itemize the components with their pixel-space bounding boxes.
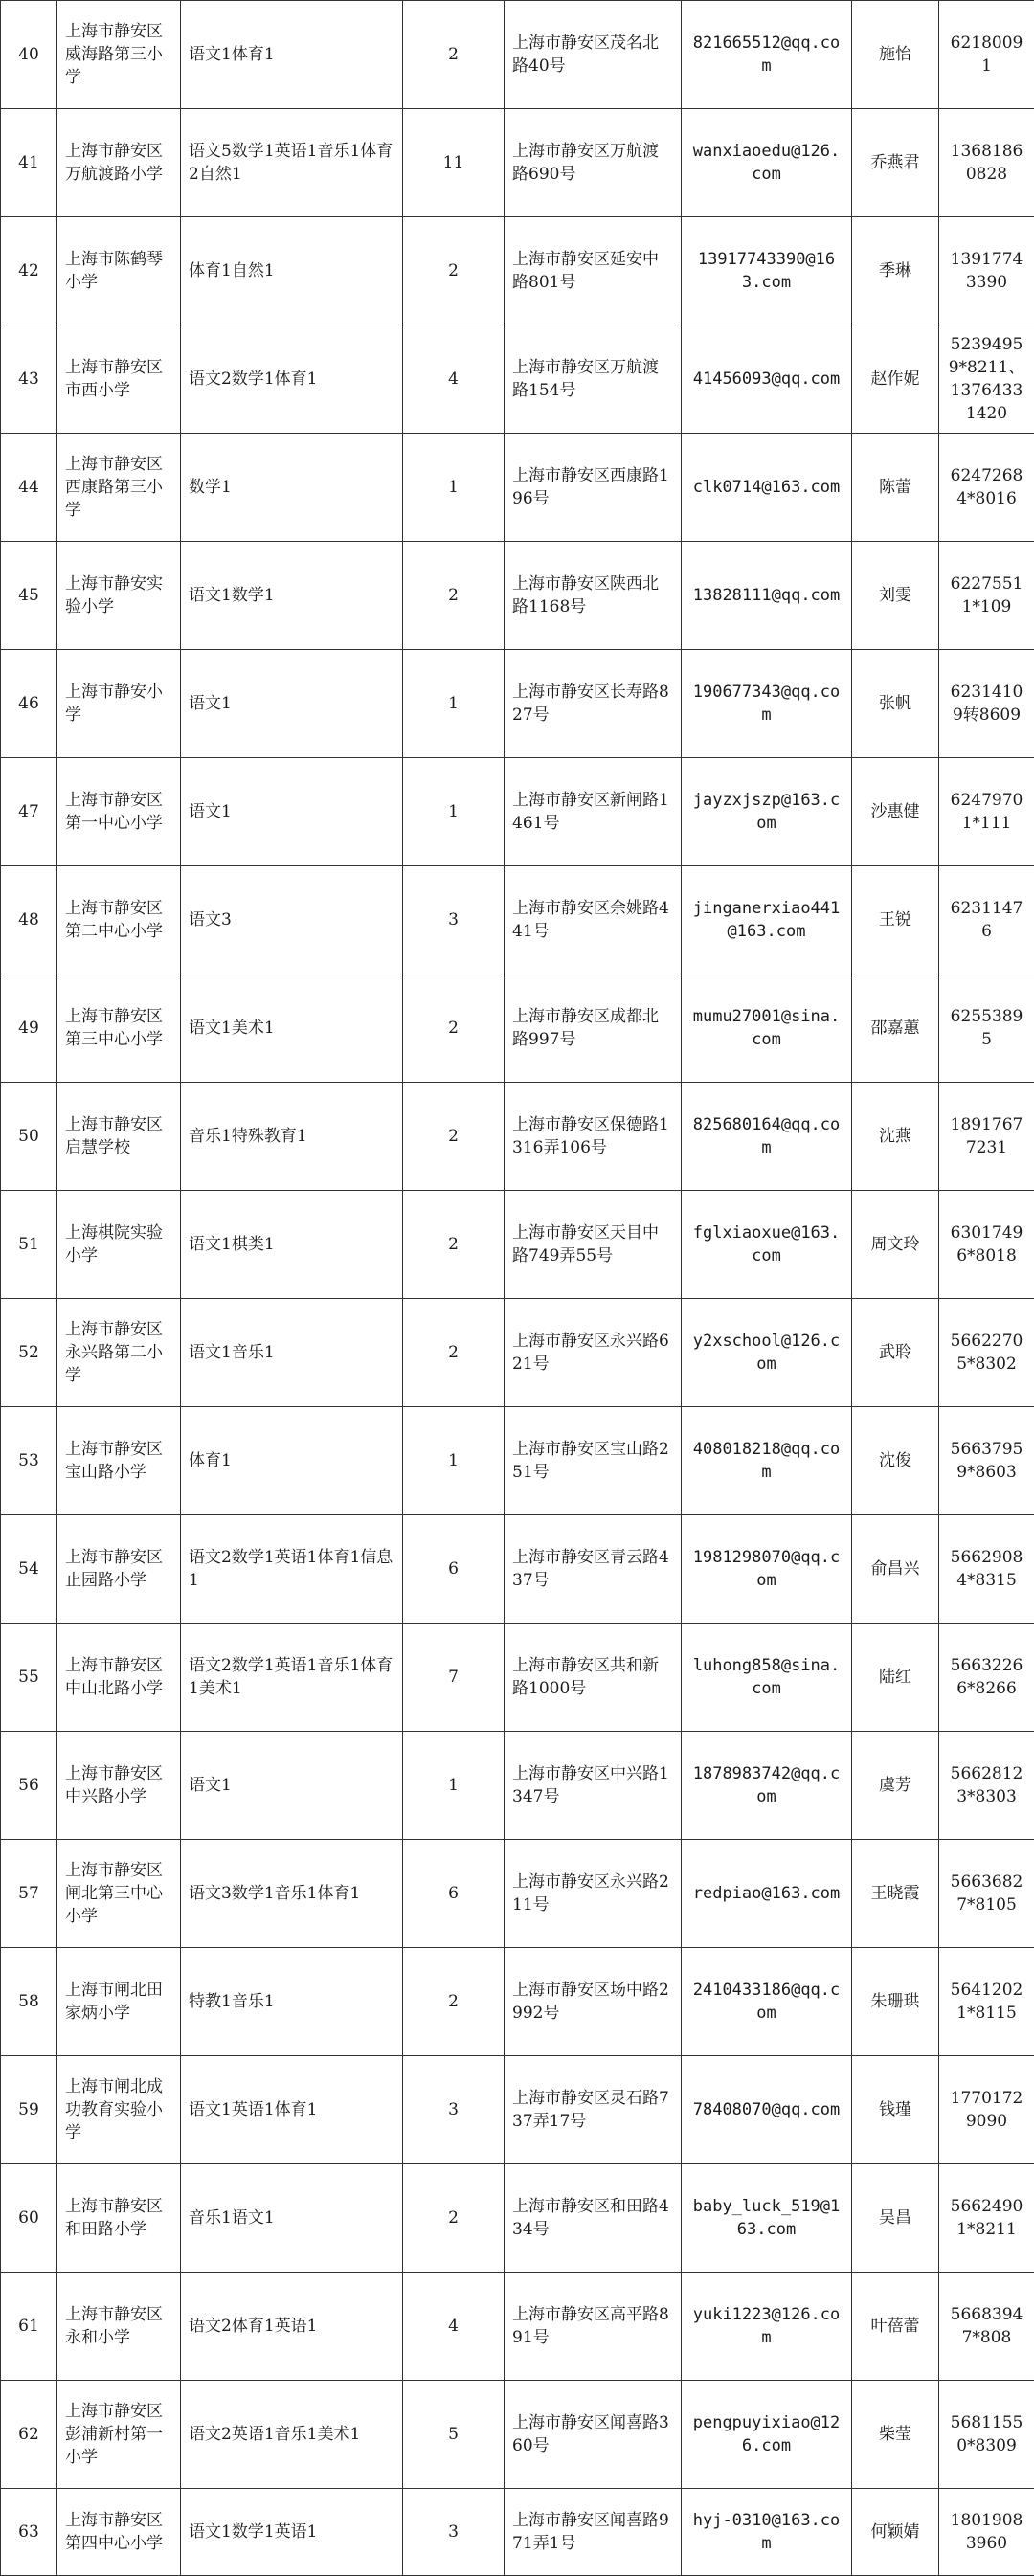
- school-name: 上海市陈鹤琴小学: [57, 217, 181, 325]
- school-address: 上海市静安区中兴路1347号: [505, 1732, 682, 1840]
- contact-person: 赵作妮: [852, 325, 939, 434]
- contact-person: 朱珊珙: [852, 1948, 939, 2056]
- contact-phone: 62314109转8609: [939, 650, 1034, 758]
- table-row: [1, 1299, 1034, 1407]
- table-row: [1, 866, 1034, 974]
- subject-needs: 语文1: [181, 650, 403, 758]
- school-name: 上海市静安区中山北路小学: [57, 1624, 181, 1732]
- contact-email[interactable]: fglxiaoxue@163.com: [682, 1191, 852, 1299]
- row-index: 63: [1, 2489, 57, 2576]
- school-name: 上海市静安区中兴路小学: [57, 1732, 181, 1840]
- school-address: 上海市静安区万航渡路154号: [505, 325, 682, 434]
- school-address: 上海市静安区茂名北路40号: [505, 1, 682, 109]
- contact-email[interactable]: 13917743390@163.com: [682, 217, 852, 325]
- row-index: 55: [1, 1624, 57, 1732]
- school-address: 上海市静安区延安中路801号: [505, 217, 682, 325]
- subject-needs: 语文2数学1英语1体育1信息1: [181, 1515, 403, 1624]
- table-row: [1, 2381, 1034, 2489]
- contact-email[interactable]: jinganerxiao441@163.com: [682, 866, 852, 974]
- position-count: 2: [403, 542, 505, 650]
- school-name: 上海市闸北成功教育实验小学: [57, 2056, 181, 2164]
- position-count: 2: [403, 974, 505, 1083]
- subject-needs: 音乐1语文1: [181, 2164, 403, 2273]
- contact-phone: 56683947*808: [939, 2273, 1034, 2381]
- school-address: 上海市静安区长寿路827号: [505, 650, 682, 758]
- subject-needs: 语文2体育1英语1: [181, 2273, 403, 2381]
- row-index: 51: [1, 1191, 57, 1299]
- position-count: 3: [403, 2056, 505, 2164]
- position-count: 7: [403, 1624, 505, 1732]
- school-address: 上海市静安区余姚路441号: [505, 866, 682, 974]
- contact-email[interactable]: hyj-0310@163.com: [682, 2489, 852, 2576]
- subject-needs: 语文2数学1体育1: [181, 325, 403, 434]
- contact-email[interactable]: luhong858@sina.com: [682, 1624, 852, 1732]
- school-address: 上海市静安区西康路196号: [505, 434, 682, 542]
- contact-phone: 52394959*8211、13764331420: [939, 325, 1034, 434]
- row-index: 52: [1, 1299, 57, 1407]
- school-address: 上海市静安区场中路2992号: [505, 1948, 682, 2056]
- position-count: 3: [403, 2489, 505, 2576]
- school-name: 上海市静安区永兴路第二小学: [57, 1299, 181, 1407]
- subject-needs: 体育1: [181, 1407, 403, 1515]
- table-row: [1, 1515, 1034, 1624]
- position-count: 6: [403, 1515, 505, 1624]
- contact-phone: 13681860828: [939, 109, 1034, 217]
- row-index: 43: [1, 325, 57, 434]
- table-row: [1, 1624, 1034, 1732]
- row-index: 50: [1, 1083, 57, 1191]
- position-count: 2: [403, 217, 505, 325]
- row-index: 45: [1, 542, 57, 650]
- school-name: 上海市静安区万航渡路小学: [57, 109, 181, 217]
- school-address: 上海市静安区万航渡路690号: [505, 109, 682, 217]
- school-name: 上海市静安区第四中心小学: [57, 2489, 181, 2576]
- table-row: [1, 650, 1034, 758]
- position-count: 2: [403, 2164, 505, 2273]
- contact-phone: 62479701*111: [939, 758, 1034, 866]
- contact-person: 沈俊: [852, 1407, 939, 1515]
- contact-phone: 18917677231: [939, 1083, 1034, 1191]
- school-address: 上海市静安区新闸路1461号: [505, 758, 682, 866]
- contact-phone: 17701729090: [939, 2056, 1034, 2164]
- table-row: [1, 1191, 1034, 1299]
- contact-person: 俞昌兴: [852, 1515, 939, 1624]
- school-name: 上海市静安区第三中心小学: [57, 974, 181, 1083]
- contact-person: 虞芳: [852, 1732, 939, 1840]
- school-name: 上海市静安区第一中心小学: [57, 758, 181, 866]
- row-index: 61: [1, 2273, 57, 2381]
- position-count: 2: [403, 1948, 505, 2056]
- contact-phone: 56622705*8302: [939, 1299, 1034, 1407]
- contact-person: 施怡: [852, 1, 939, 109]
- position-count: 6: [403, 1840, 505, 1948]
- contact-email[interactable]: 1981298070@qq.com: [682, 1515, 852, 1624]
- position-count: 5: [403, 2381, 505, 2489]
- contact-phone: 56636827*8105: [939, 1840, 1034, 1948]
- contact-person: 刘雯: [852, 542, 939, 650]
- school-address: 上海市静安区保德路1316弄106号: [505, 1083, 682, 1191]
- school-address: 上海市静安区共和新路1000号: [505, 1624, 682, 1732]
- row-index: 56: [1, 1732, 57, 1840]
- position-count: 4: [403, 2273, 505, 2381]
- row-index: 60: [1, 2164, 57, 2273]
- contact-person: 王锐: [852, 866, 939, 974]
- table-row: [1, 217, 1034, 325]
- contact-email[interactable]: 13828111@qq.com: [682, 542, 852, 650]
- subject-needs: 语文1: [181, 1732, 403, 1840]
- school-address: 上海市静安区灵石路737弄17号: [505, 2056, 682, 2164]
- subject-needs: 语文1英语1体育1: [181, 2056, 403, 2164]
- contact-person: 周文玲: [852, 1191, 939, 1299]
- subject-needs: 语文3数学1音乐1体育1: [181, 1840, 403, 1948]
- school-name: 上海市静安区和田路小学: [57, 2164, 181, 2273]
- school-address: 上海市静安区成都北路997号: [505, 974, 682, 1083]
- school-name: 上海市静安区启慧学校: [57, 1083, 181, 1191]
- table-row: [1, 542, 1034, 650]
- position-count: 2: [403, 1299, 505, 1407]
- table-row: [1, 109, 1034, 217]
- subject-needs: 体育1自然1: [181, 217, 403, 325]
- contact-email[interactable]: yuki1223@126.com: [682, 2273, 852, 2381]
- contact-phone: 56412021*8115: [939, 1948, 1034, 2056]
- contact-person: 钱瑾: [852, 2056, 939, 2164]
- contact-email[interactable]: clk0714@163.com: [682, 434, 852, 542]
- position-count: 1: [403, 1407, 505, 1515]
- contact-person: 武聆: [852, 1299, 939, 1407]
- position-count: 4: [403, 325, 505, 434]
- contact-phone: 56637959*8603: [939, 1407, 1034, 1515]
- school-name: 上海市静安区永和小学: [57, 2273, 181, 2381]
- contact-person: 乔燕君: [852, 109, 939, 217]
- school-name: 上海棋院实验小学: [57, 1191, 181, 1299]
- school-address: 上海市静安区高平路891号: [505, 2273, 682, 2381]
- contact-email[interactable]: jayzxjszp@163.com: [682, 758, 852, 866]
- school-name: 上海市静安区西康路第三小学: [57, 434, 181, 542]
- subject-needs: 语文2数学1英语1音乐1体育1美术1: [181, 1624, 403, 1732]
- table-row: [1, 1840, 1034, 1948]
- school-name: 上海市静安区市西小学: [57, 325, 181, 434]
- row-index: 41: [1, 109, 57, 217]
- position-count: 1: [403, 434, 505, 542]
- row-index: 47: [1, 758, 57, 866]
- school-address: 上海市静安区陕西北路1168号: [505, 542, 682, 650]
- contact-person: 王晓霞: [852, 1840, 939, 1948]
- table-row: [1, 2273, 1034, 2381]
- row-index: 44: [1, 434, 57, 542]
- subject-needs: 语文1: [181, 758, 403, 866]
- contact-phone: 56624901*8211: [939, 2164, 1034, 2273]
- contact-email[interactable]: pengpuyixiao@126.com: [682, 2381, 852, 2489]
- contact-email[interactable]: 1878983742@qq.com: [682, 1732, 852, 1840]
- contact-phone: 62553895: [939, 974, 1034, 1083]
- contact-phone: 62275511*109: [939, 542, 1034, 650]
- subject-needs: 语文1棋类1: [181, 1191, 403, 1299]
- row-index: 62: [1, 2381, 57, 2489]
- school-name: 上海市静安区彭浦新村第一小学: [57, 2381, 181, 2489]
- contact-email[interactable]: mumu27001@sina.com: [682, 974, 852, 1083]
- school-address: 上海市静安区宝山路251号: [505, 1407, 682, 1515]
- subject-needs: 语文1数学1英语1: [181, 2489, 403, 2576]
- subject-needs: 语文1音乐1: [181, 1299, 403, 1407]
- contact-phone: 62472684*8016: [939, 434, 1034, 542]
- row-index: 53: [1, 1407, 57, 1515]
- contact-person: 沙惠健: [852, 758, 939, 866]
- table-row: [1, 974, 1034, 1083]
- contact-phone: 62311476: [939, 866, 1034, 974]
- contact-phone: 56628123*8303: [939, 1732, 1034, 1840]
- contact-phone: 13917743390: [939, 217, 1034, 325]
- table-row: [1, 325, 1034, 434]
- position-count: 2: [403, 1, 505, 109]
- position-count: 3: [403, 866, 505, 974]
- table-row: [1, 1407, 1034, 1515]
- subject-needs: 数学1: [181, 434, 403, 542]
- row-index: 58: [1, 1948, 57, 2056]
- contact-person: 张帆: [852, 650, 939, 758]
- contact-person: 柴莹: [852, 2381, 939, 2489]
- table-row: [1, 1, 1034, 109]
- table-row: [1, 1732, 1034, 1840]
- contact-email[interactable]: 190677343@qq.com: [682, 650, 852, 758]
- position-count: 1: [403, 758, 505, 866]
- position-count: 11: [403, 109, 505, 217]
- school-address: 上海市静安区永兴路211号: [505, 1840, 682, 1948]
- row-index: 48: [1, 866, 57, 974]
- contact-email[interactable]: baby_luck_519@163.com: [682, 2164, 852, 2273]
- school-name: 上海市静安区威海路第三小学: [57, 1, 181, 109]
- table-row: [1, 2489, 1034, 2576]
- subject-needs: 语文1美术1: [181, 974, 403, 1083]
- contact-email[interactable]: redpiao@163.com: [682, 1840, 852, 1948]
- row-index: 49: [1, 974, 57, 1083]
- position-count: 1: [403, 650, 505, 758]
- row-index: 54: [1, 1515, 57, 1624]
- school-name: 上海市静安区闸北第三中心小学: [57, 1840, 181, 1948]
- school-address: 上海市静安区闻喜路971弄1号: [505, 2489, 682, 2576]
- contact-phone: 18019083960: [939, 2489, 1034, 2576]
- contact-email[interactable]: 825680164@qq.com: [682, 1083, 852, 1191]
- school-name: 上海市闸北田家炳小学: [57, 1948, 181, 2056]
- school-address: 上海市静安区和田路434号: [505, 2164, 682, 2273]
- school-name: 上海市静安小学: [57, 650, 181, 758]
- school-name: 上海市静安区宝山路小学: [57, 1407, 181, 1515]
- contact-email[interactable]: 821665512@qq.com: [682, 1, 852, 109]
- table-row: [1, 1083, 1034, 1191]
- subject-needs: 语文1体育1: [181, 1, 403, 109]
- subject-needs: 语文1数学1: [181, 542, 403, 650]
- contact-person: 沈燕: [852, 1083, 939, 1191]
- row-index: 59: [1, 2056, 57, 2164]
- row-index: 40: [1, 1, 57, 109]
- contact-phone: 62180091: [939, 1, 1034, 109]
- row-index: 57: [1, 1840, 57, 1948]
- table-row: [1, 758, 1034, 866]
- contact-phone: 56629084*8315: [939, 1515, 1034, 1624]
- position-count: 2: [403, 1083, 505, 1191]
- table-row: [1, 2164, 1034, 2273]
- contact-email[interactable]: 2410433186@qq.com: [682, 1948, 852, 2056]
- school-address: 上海市静安区永兴路621号: [505, 1299, 682, 1407]
- school-name: 上海市静安区第二中心小学: [57, 866, 181, 974]
- contact-phone: 63017496*8018: [939, 1191, 1034, 1299]
- contact-email[interactable]: wanxiaoedu@126.com: [682, 109, 852, 217]
- contact-email[interactable]: y2xschool@126.com: [682, 1299, 852, 1407]
- contact-person: 何颖婧: [852, 2489, 939, 2576]
- school-name: 上海市静安实验小学: [57, 542, 181, 650]
- school-name: 上海市静安区止园路小学: [57, 1515, 181, 1624]
- contact-person: 季琳: [852, 217, 939, 325]
- table-row: [1, 434, 1034, 542]
- subject-needs: 语文2英语1音乐1美术1: [181, 2381, 403, 2489]
- school-address: 上海市静安区天目中路749弄55号: [505, 1191, 682, 1299]
- subject-needs: 语文5数学1英语1音乐1体育2自然1: [181, 109, 403, 217]
- contact-person: 吴昌: [852, 2164, 939, 2273]
- school-address: 上海市静安区闻喜路360号: [505, 2381, 682, 2489]
- contact-person: 叶蓓蕾: [852, 2273, 939, 2381]
- subject-needs: 语文3: [181, 866, 403, 974]
- contact-person: 陈蕾: [852, 434, 939, 542]
- row-index: 46: [1, 650, 57, 758]
- row-index: 42: [1, 217, 57, 325]
- subject-needs: 音乐1特殊教育1: [181, 1083, 403, 1191]
- contact-phone: 56811550*8309: [939, 2381, 1034, 2489]
- contact-person: 陆红: [852, 1624, 939, 1732]
- contact-phone: 56632266*8266: [939, 1624, 1034, 1732]
- subject-needs: 特教1音乐1: [181, 1948, 403, 2056]
- school-address: 上海市静安区青云路437号: [505, 1515, 682, 1624]
- position-count: 1: [403, 1732, 505, 1840]
- position-count: 2: [403, 1191, 505, 1299]
- contact-email[interactable]: 41456093@qq.com: [682, 325, 852, 434]
- contact-email[interactable]: 408018218@qq.com: [682, 1407, 852, 1515]
- table-row: [1, 2056, 1034, 2164]
- table-row: [1, 1948, 1034, 2056]
- contact-person: 邵嘉蕙: [852, 974, 939, 1083]
- contact-email[interactable]: 78408070@qq.com: [682, 2056, 852, 2164]
